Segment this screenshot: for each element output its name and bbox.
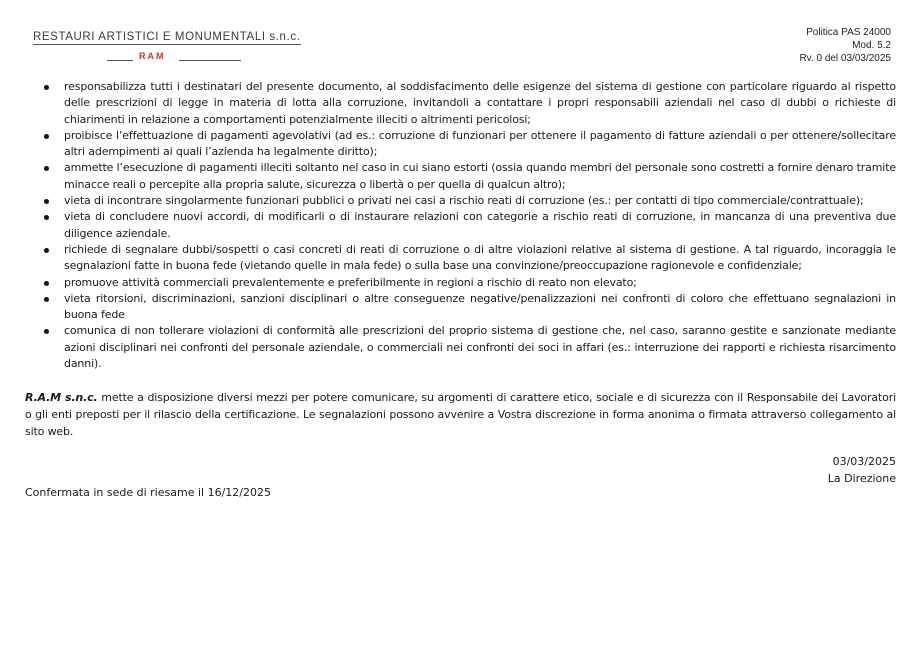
bullet-icon [44, 297, 49, 302]
logo-company-name: RESTAURI ARTISTICI E MONUMENTALI s.n.c. [33, 31, 301, 43]
signature-date: 03/03/2025 [832, 455, 896, 468]
logo-acronym: RAM [139, 51, 166, 61]
list-item [28, 291, 896, 324]
confirmation-note: Confermata in sede di riesame il 16/12/2025 [25, 486, 271, 499]
list-item-text: comunica di non tollerare violazioni di conformità alle prescrizioni del proprio sistema di gestione che, nel caso, saranno gestite e sanzionate mediante azioni disciplinari nei confronti del personale aziendale, o commerciali nei confronti dei soci in affari (es.: interruzione dei rapporti e richiesta risarcimento danni). [64, 324, 896, 371]
bullet-icon [44, 329, 49, 334]
bullet-icon [44, 281, 49, 286]
list-item-text: proibisce l’effettuazione di pagamenti agevolativi (ad es.: corruzione di funzionari per ottenere il pagamento di fatture aziendali o per ottenere/sollecitare altri adempimenti ai quali l’azienda ha legalmente diritto); [64, 128, 896, 159]
list-item [28, 323, 896, 372]
list-item-text: richiede di segnalare dubbi/sospetti o casi concreti di reati di corruzione o di altre violazioni relative al sistema di gestione. A tal riguardo, incoraggia le segnalazioni fatte in buona fede (vietando quelle in mala fede) o sulla base una convinzione/preoccupazione ragionevole e confidenziale; [64, 242, 896, 273]
list-item [28, 193, 896, 209]
signatory: La Direzione [827, 472, 896, 485]
list-item [28, 209, 896, 242]
list-item [28, 275, 896, 291]
policy-bullet-list [28, 79, 896, 372]
signature-block [828, 453, 896, 487]
communication-paragraph [25, 389, 896, 440]
bullet-icon [44, 85, 49, 90]
company-name: R.A.M s.n.c. [25, 391, 98, 404]
policy-title: Politica PAS 24000 [806, 27, 891, 38]
list-item-text: vieta di incontrare singolarmente funzionari pubblici o privati nei casi a rischio reati di corruzione (es.: per contatti di tipo commerciale/contrattuale); [64, 194, 864, 208]
list-item [28, 242, 896, 275]
list-item [28, 128, 896, 161]
bullet-icon [44, 199, 49, 204]
paragraph-text: mette a disposizione diversi mezzi per potere comunicare, su argomenti di carattere etico, sociale e di sicurezza con il Responsabile dei Lavoratori o gli enti preposti per il rilascio della certificazione. Le segnalazioni possono avvenire a Vostra discrezione in forma anonima o firmata attraverso collegamento al sito web. [25, 391, 896, 438]
list-item [28, 79, 896, 128]
bullet-icon [44, 248, 49, 253]
module-number: Mod. 5.2 [852, 40, 891, 51]
company-logo [33, 27, 353, 67]
list-item-text: promuove attività commerciali prevalentemente e preferibilmente in regioni a rischio di reato non elevato; [64, 275, 637, 289]
revision-info: Rv. 0 del 03/03/2025 [799, 53, 891, 64]
logo-divider-left [107, 60, 133, 61]
logo-divider-right [179, 60, 241, 61]
bullet-icon [44, 134, 49, 139]
list-item-text: vieta ritorsioni, discriminazioni, sanzioni disciplinari o altre conseguenze negative/penalizzazioni nei confronti di coloro che effettuano segnalazioni in buona fede [64, 291, 896, 322]
bullet-icon [44, 215, 49, 220]
list-item-text: vieta di concludere nuovi accordi, di modificarli o di instaurare relazioni con categorie a rischio reati di corruzione, in mancanza di una preventiva due diligence aziendale. [64, 210, 896, 240]
list-item-text: ammette l’esecuzione di pagamenti illeciti soltanto nel caso in cui siano estorti (ossia quando membri del personale sono costretti a fornire denaro tramite minacce reali o percepite alla propria salute, sicurezza o libertà o per quella di qualcun altro); [64, 161, 896, 191]
bullet-icon [44, 166, 49, 171]
list-item [28, 160, 896, 193]
document-reference [799, 26, 891, 65]
list-item-text: responsabilizza tutti i destinatari del presente documento, al soddisfacimento delle esigenze del sistema di gestione con particolare riguardo al rispetto delle prescrizioni di legge in materia di lotta alla corruzione, invitandoli a contattare i propri responsabili aziendali nel caso di dubbi o richieste di chiarimenti in relazione a comportamenti potenzialmente illeciti o altrimenti pericolosi; [64, 80, 896, 126]
